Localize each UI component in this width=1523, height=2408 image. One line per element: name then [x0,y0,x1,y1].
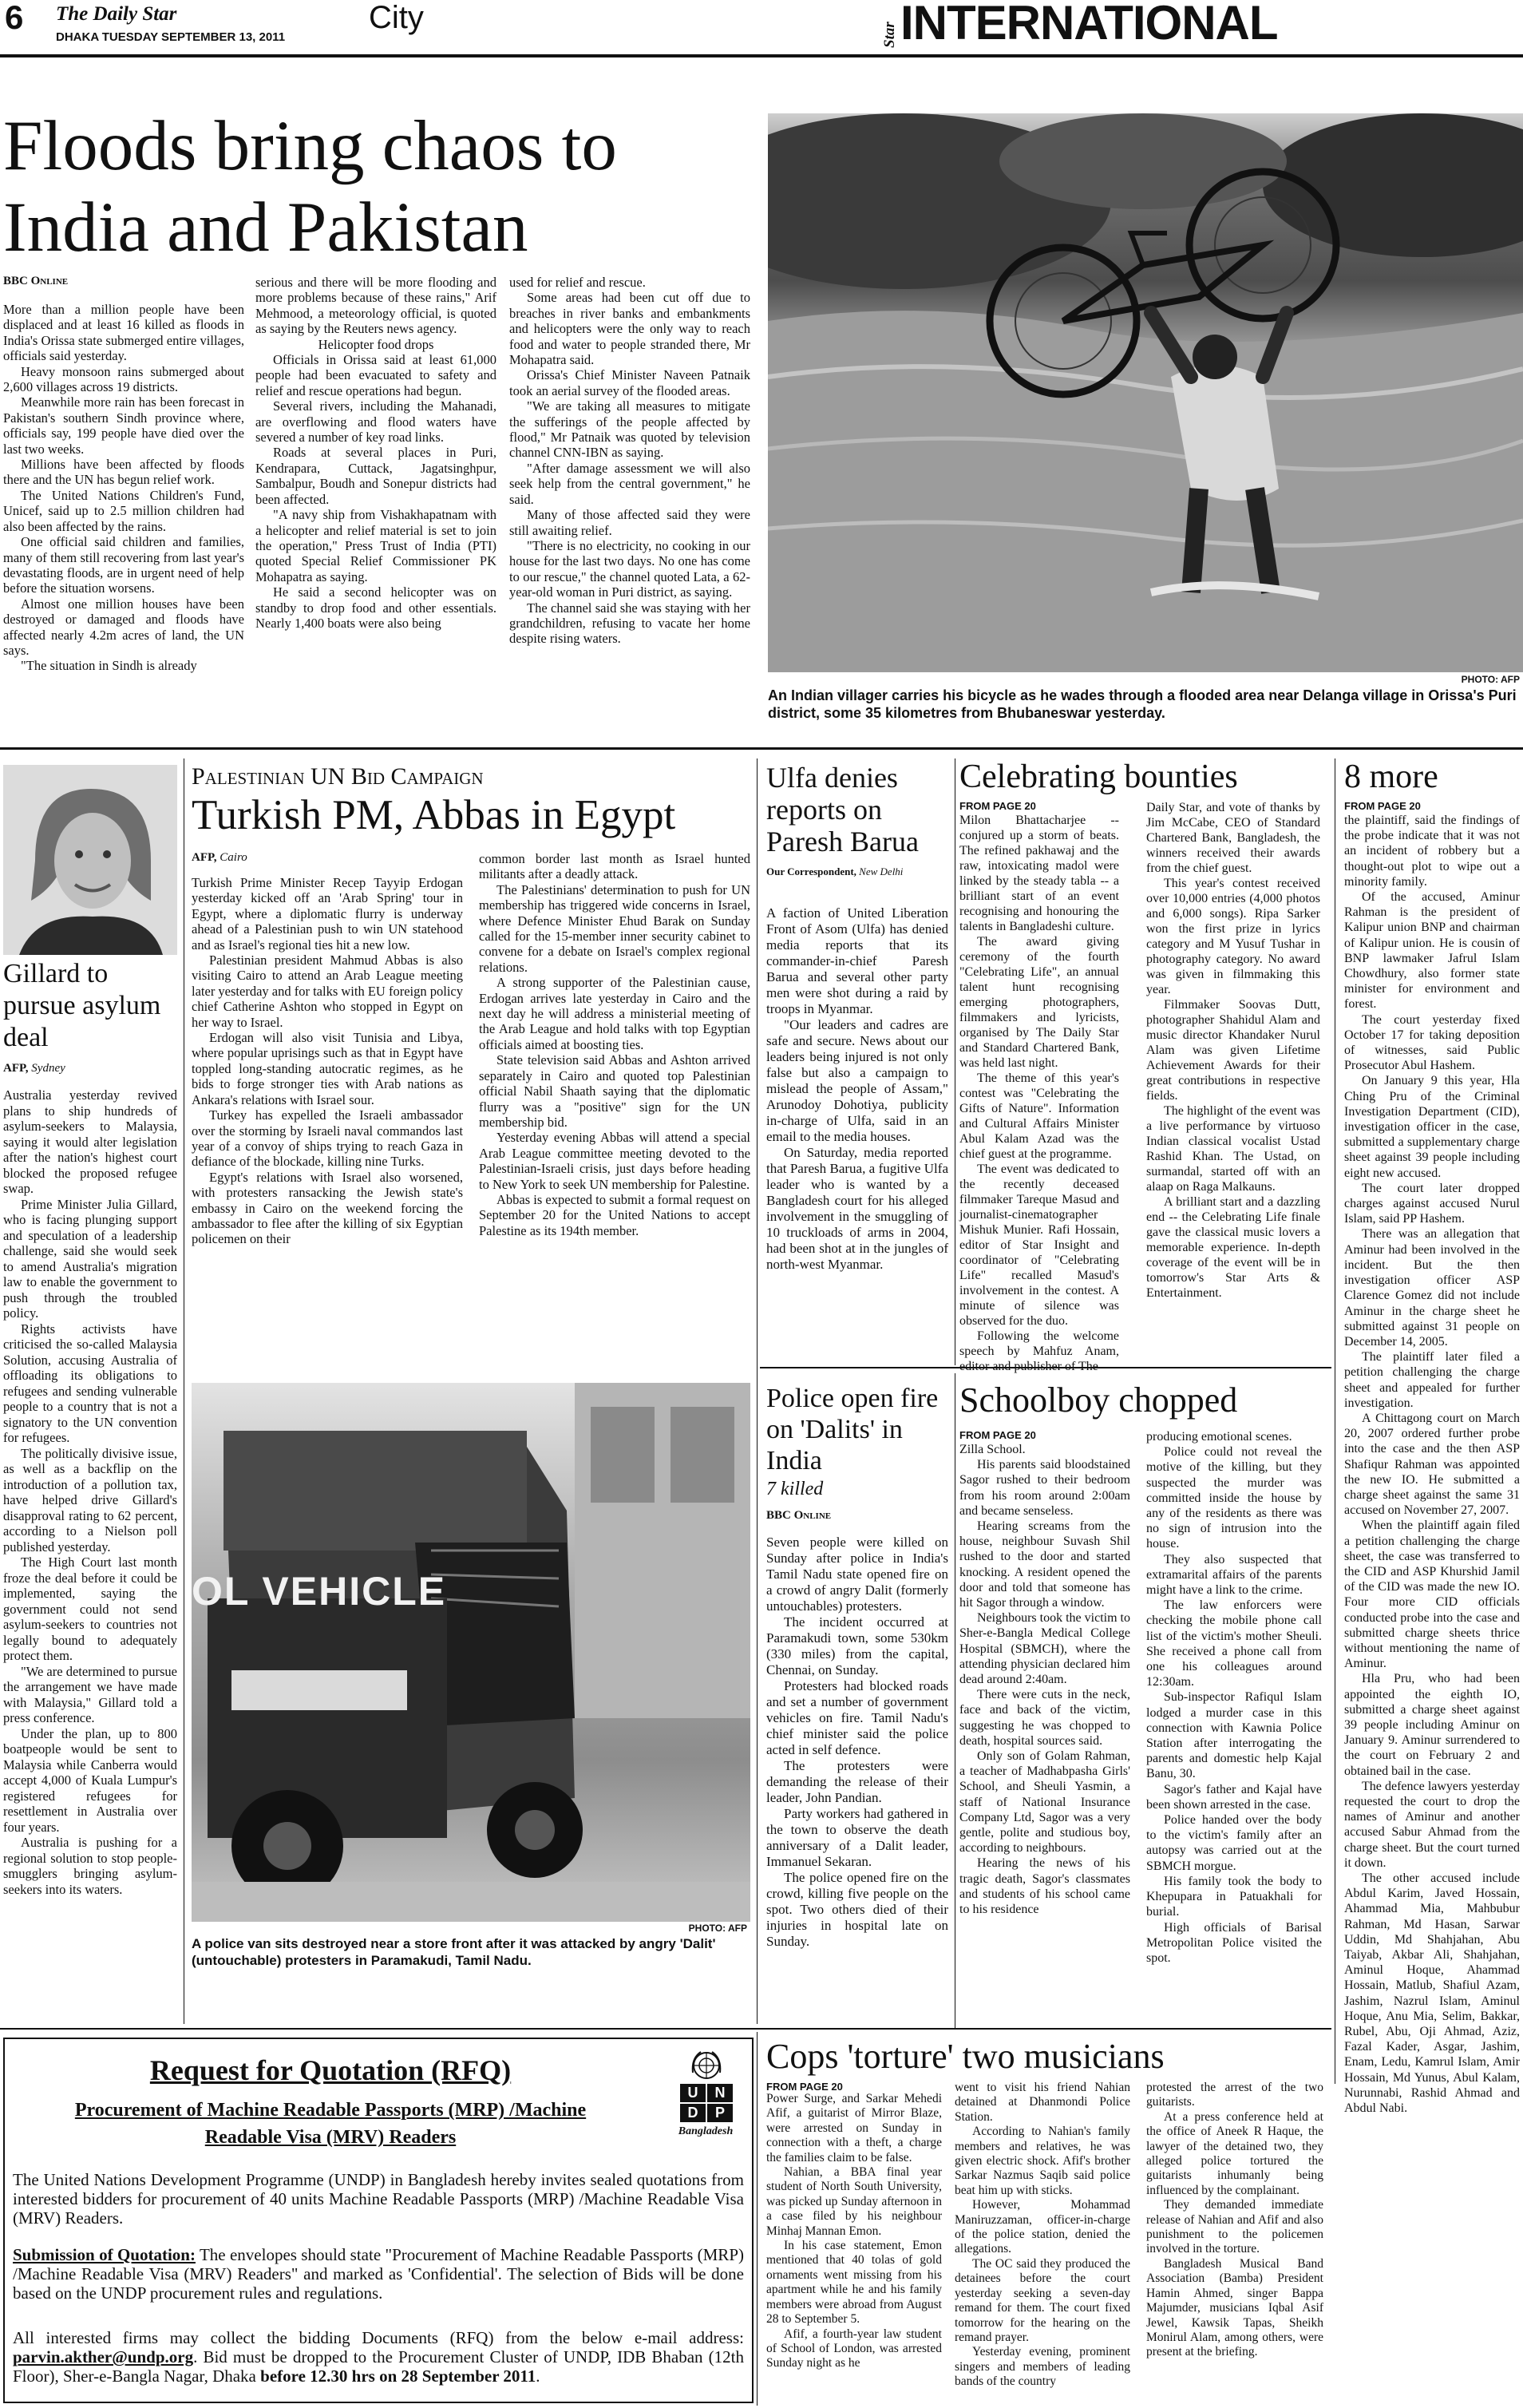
gillard-p2: Rights activists have criticised the so-called Malaysia Solution, accusing Australia of offloading its obligations to refugees and sending vulnerable people to a country that is not a signatory to the UN convention for refugees. [3,1321,177,1445]
cops-c1-p2: In his case statement, Emon mentioned that 40 tolas of gold ornaments went missing from his apartment while he and his family members were abroad from August 28 to September 5. [766,2239,942,2327]
section-left-label: City [369,0,424,35]
cops-c3-p3: Bangladesh Musical Band Association (Bamba) President Hamin Ahmed, singer Bappa Majumder, musicians Iqbal Asif Jewel, Kawsik Tapas, Sheikh Monirul Alam, among others, were present at the briefing. [1146,2256,1323,2359]
undp-letter-p: P [707,2104,733,2122]
floods-c1-p0: More than a million people have been displaced and at least 16 killed as floods in India's Orissa state submerged entire villages, officials said yesterday. [3,302,244,364]
rfq-para2-text: The envelopes should state "Procurement of Machine Readable Passports (MRP) /Machine Readable Visa (MRV) Readers" and marked as 'Confidential'. The selection of Bids will be done based on the UNDP procurement rules and regulations. [13,2245,744,2303]
turkish-c1-p4: Egypt's relations with Israel also worsened, with protesters ransacking the Jewish state's embassy in Cairo on the weekend forcing the ambassador to flee after the killing of six Egyptian policemen on their [192,1169,463,1247]
dalits-p0: Seven people were killed on Sunday after police in India's Tamil Nadu state opened fire on a crowd of angry Dalit (formerly untouchables) protesters. [766,1535,948,1614]
schoolboy-c1-p5: Only son of Golam Rahman, a teacher of Madhabpasha Girls' School, and Sheuli Yasmin, a staff of National Insurance Company Ltd, Sagor was a very gentle, polite and studious boy, according to neighbours. [959,1749,1130,1856]
van-vehicle-text: OL VEHICLE [192,1569,447,1614]
more8-p2: The court yesterday fixed October 17 for taking deposition of witnesses, said Public Prosecutor Abul Hashem. [1344,1012,1520,1073]
floods-c2-p6: He said a second helicopter was on standby to drop food and other essentials. Nearly 1,400 boats were also being [255,584,496,631]
undp-logo-boxes [680,2084,733,2122]
cops-c2-p4: Yesterday evening, prominent singers and members of leading bands of the country [955,2345,1130,2389]
schoolboy-from-page: FROM PAGE 20 [959,1429,1036,1441]
more8-p0: the plaintiff, said the findings of the probe indicate that it was not an incident of robbery but a thought-out plot to wipe out a minority family. [1344,814,1520,889]
un-emblem-icon [690,2049,723,2082]
cops-c2-p3: The OC said they produced the detainees before the court yesterday seeking a seven-day remand for them. The court fixed tomorrow for the hearing on the remand prayer. [955,2256,1130,2344]
floods-c1-p1: Heavy monsoon rains submerged about 2,600 villages across 19 districts. [3,363,244,395]
dalits-headline: Police open fire on 'Dalits' in India [766,1384,939,1475]
floods-subhead: Helicopter food drops [318,336,434,352]
col-rule-turkish [757,758,758,2024]
col-rule-ad [757,2032,758,2406]
floods-c2-p4: Roads at several places in Puri, Kendrapara, Cuttack, Jagatsinghpur, Sambalpur, Boudh and Sonepur districts had been affected. [255,445,496,507]
floods-headline-line1: Floods bring chaos to [3,107,617,185]
paper-name: The Daily Star [56,3,177,25]
section-divider-3 [0,2028,1331,2030]
rfq-para3 [13,2328,744,2386]
gillard-byline [3,1062,65,1075]
turkish-c2-p1: The Palestinians' determination to push for UN membership has triggered wide concerns in Israel, where Defence Minister Ehud Barak on Sunday called for the 15-member inner security cabinet to convene for a debate on Israel's complex regional relations. [479,881,750,975]
floods-c3-p4: "After damage assessment we will also seek help from the central government," he said. [509,460,750,507]
rfq-email-link[interactable]: parvin.akther@undp.org [13,2347,194,2366]
bounties-c1-p1: The award giving ceremony of the fourth "Celebrating Life", an annual talent hunt recognising emerging photographers, filmmakers and lyricists, organised by The Daily Star and Standard Chartered Bank, was held last night. [959,935,1119,1070]
cops-c1-p1: Nahian, a BBA final year student of North South University, was picked up Sunday afternoon in a case filed by his neighbour Minhaj Mannan Emon. [766,2165,942,2238]
cops-col1 [766,2092,942,2371]
floods-c3-p6: "There is no electricity, no cooking in our house for the last two days. No one has come to our rescue," the channel quoted Lata, a 62-year-old woman in Puri district, as saying. [509,537,750,600]
rfq-para3-b: . Bid must be dropped to the Procurement Cluster of UNDP, IDB Bhaban (12th Floor), Sher-e-Bangla Nagar, Dhaka [13,2347,744,2386]
flood-photo-credit: PHOTO: AFP [1461,674,1520,685]
floods-c3-p1: Some areas had been cut off due to breaches in river banks and embankments and helicopters were the only way to reach food and water to people stranded there, Mr Mohapatra said. [509,290,750,368]
schoolboy-c1-p3: Neighbours took the victim to Sher-e-Bangla Medical College Hospital (SBMCH), where the attending physician declared him dead around 2:40am. [959,1611,1130,1687]
turkish-byline-place: Cairo [220,851,247,864]
more8-p5: There was an allegation that Aminur had been involved in the incident. But the then investigation officer ASP Clarence Gomez did not include Aminur in the charge sheet he submitted against 31 people on December 14, 2005. [1344,1227,1520,1349]
bounties-c1-p3: The event was dedicated to the recently deceased filmmaker Tareque Masud and journalist-cinematographer Mishuk Munier. Rafi Hossain, editor of Star Insight and coordinator of "Celebrating Life" recalled Masud's involvement in the contest. A minute of silence was observed for the duo. [959,1162,1119,1328]
cops-c3-p1: At a press conference held at the office of Aneek R Haque, the lawyer of the detained two, they alleged police tortured the guitarists inhumanly being influenced by the complainant. [1146,2109,1323,2197]
turkish-c2-p2: A strong supporter of the Palestinian cause, Erdogan arrives late yesterday in Cairo and the next day he will address a ministerial meeting of the Arab League and hold talks with top Egyptian officials aimed at boosting ties. [479,975,750,1052]
schoolboy-c2-p8: High officials of Barisal Metropolitan Police visited the spot. [1146,1920,1322,1965]
cops-c2-p2: However, Mohammad Maniruzzaman, officer-in-charge of the police station, denied the allegations. [955,2198,1130,2256]
ulfa-byline-agency: Our Correspondent, [766,865,856,877]
rfq-subtitle-1: Procurement of Machine Readable Passports (MRP) /Machine [74,2100,587,2121]
schoolboy-c2-p4: Sub-inspector Rafiqul Islam lodged a murder case in this connection with Kawnia Police Station after interrogating the parents and domestic help Kajal Banu, 30. [1146,1690,1322,1781]
schoolboy-c2-p5: Sagor's father and Kajal have been shown arrested in the case. [1146,1782,1322,1812]
rfq-ad [3,2038,754,2403]
floods-c2-p3: Several rivers, including the Mahanadi, are overflowing and flood waters have severed a number of key road links. [255,398,496,446]
ulfa-byline-place: New Delhi [859,865,904,877]
dalits-body [766,1535,948,1950]
section-right-label: INTERNATIONAL [900,0,1278,50]
floods-c3-p7: The channel said she was staying with her grandchildren, refusing to vacate her home despite rising waters. [509,600,750,647]
more8-p9: Hla Pru, who had been appointed the eighth IO, submitted a charge sheet against 39 people including Aminur on January 9. Aminur surrendered to the court on February 2 and obtained bail in the case. [1344,1672,1520,1778]
flood-photo-caption: An Indian villager carries his bicycle as he wades through a flooded area near Delanga village in Orissa's Puri district, some 35 kilometres from Bhubaneswar yesterday. [768,687,1517,721]
undp-letter-d: D [680,2104,706,2122]
rfq-para2-label: Submission of Quotation: [13,2245,196,2264]
turkish-col1 [192,875,463,1247]
gillard-p3: The politically divisive issue, as well as a backflip on the introduction of a pollution tax, have helped drive Gillard's disapproval rating to 62 percent, according to a Nielson poll published yesterday. [3,1445,177,1555]
dalits-p4: Party workers had gathered in the town to observe the death anniversary of a Dalit leader, Immanuel Sekaran. [766,1806,948,1869]
dalits-subhead: 7 killed [766,1479,824,1499]
floods-headline [3,105,762,268]
bounties-c2-p1: This year's contest received over 10,000 entries (4,000 photos and 6,000 songs). Ripa Sarker won the first prize in lyrics category and M Yusuf Tushar in photography category. No award was given in filmmaking this year. [1146,877,1320,996]
dalits-p1: The incident occurred at Paramakudi town, some 530km (330 miles) from the capital, Chennai, on Sunday. [766,1614,948,1677]
turkish-kicker: Palestinian UN Bid Campaign [192,763,484,790]
page-number: 6 [5,0,24,36]
bounties-c1-p2: The theme of this year's contest was "Celebrating the Gifts of Nature". Information and Cultural Affairs Minister Abul Kalam Azad was the chief guest at the programme. [959,1071,1119,1161]
dalits-p2: Protesters had blocked roads and set a number of government vehicles on fire. Tamil Nadu's chief minister said the police acted in self defence. [766,1678,948,1757]
cops-from-page: FROM PAGE 20 [766,2081,843,2093]
bounties-c1-p4: Following the welcome speech by Mahfuz Anam, [959,1329,1119,1358]
cops-c3-p2: They demanded immediate release of Nahian and Afif and also punishment to the policemen involved in the torture. [1146,2198,1323,2256]
cops-c2-p0: went to visit his friend Nahian detained at Dhanmondi Police Station. [955,2081,1130,2124]
turkish-c2-p4: Yesterday evening Abbas will attend a special Arab League committee meeting devoted to the Palestinian-Israeli crisis, just days before heading to New York to seek UN membership for Palestine. [479,1130,750,1192]
ulfa-p1: "Our leaders and cadres are safe and secure. News about our leaders being injured is not only false but also a campaign to mislead the people of Assam," Arunodoy Dohotiya, publicity in-charge of Ulfa, said in an email to the media houses. [766,1017,948,1144]
schoolboy-c2-p3: The law enforcers were checking the mobile phone call list of the victim's mother Sheuli. She received a phone call from one his colleagues around 12:30am. [1146,1598,1322,1689]
gillard-p0: Australia yesterday revived plans to ship hundreds of asylum-seekers to Malaysia, saying it would alter legislation after the nation's highest court blocked the proposed refugee swap. [3,1087,177,1196]
floods-c3-p2: Orissa's Chief Minister Naveen Patnaik took an aerial survey of the flooded areas. [509,367,750,398]
floods-c2-p2: Officials in Orissa said at least 61,000 people had been evacuated to safety and relief and rescue operations had begun. [255,352,496,398]
turkish-c2-p5: Abbas is expected to submit a formal request on September 20 for the United Nations to accept Palestine as its 194th member. [479,1191,751,1238]
more8-body [1344,813,1520,2116]
more8-p11: The other accused include Abdul Karim, Javed Hossain, Ahammad Mia, Mahbubur Rahman, Md Hasan, Sarwar Uddin, Md Shahjahan, Abu Taiyab, Akbar Ali, Shahjahan, Aminul Hoque, Ahammad Hossain, Matlub, Shafiul Azam, Jashim, Nazrul Islam, Aminul Hoque, Anu Mia, Selim, Bakkar, Rubel, Abu, Oji Ahmad, Aziz, Fazal Kader, Asgar, Jashim, Enam, Ledu, Kamrul Islam, Amir Hossain, Md Yunus, Abul Kalam, Nurunnabi, Rashid Ahmad and Abdul Nabi. [1344,1871,1520,2116]
undp-country: Bangladesh [678,2125,734,2137]
turkish-c2-p0: common border last month as Israel hunted militants after a deadly attack. [479,851,750,882]
rfq-deadline: before 12.30 hrs on 28 September 2011 [260,2366,536,2386]
turkish-col2 [479,851,750,1238]
gillard-byline-agency: AFP, [3,1062,29,1075]
cops-col2 [955,2081,1130,2390]
floods-col2 [255,275,496,631]
schoolboy-headline: Schoolboy chopped [959,1380,1238,1420]
cops-col3 [1146,2081,1323,2360]
rfq-para1: The United Nations Development Programme (UNDP) in Bangladesh hereby invites sealed quotations from interested bidders for procurement of 40 units Machine Readable Passports (MRP) /Machine Readable Visa (MRV) Readers. [13,2170,744,2228]
more8-p3: On January 9 this year, Hla Ching Pru of the Criminal Investigation Department (CID), investigation officer in the case, submitted a supplementary charge sheet against 39 people including eight new accused. [1344,1074,1520,1180]
schoolboy-c2-p0: producing emotional scenes. [1146,1430,1292,1444]
floods-col3 [509,275,750,647]
bounties-col1 [959,813,1119,1374]
bounties-c2-p3: The highlight of the event was a live performance by virtuoso Indian classical vocalist Ustad Rashid Khan. The Ustad, on surmandal, started off with an alaap on Raga Malkauns. [1146,1104,1320,1194]
schoolboy-c1-p6: Hearing the news of his tragic death, Sagor's classmates and students of his school came to his residence [959,1856,1130,1917]
bounties-c2-p0: Daily Star, and vote of thanks by Jim McCabe, CEO of Standard Chartered Bank, Bangladesh, the winners received their awards from the chief guest. [1146,801,1320,875]
ulfa-byline [766,865,950,878]
bounties-col2 [1146,800,1320,1301]
more8-p4: The court later dropped charges against accused Nurul Islam, said PP Hashem. [1344,1181,1520,1226]
police-van-illustration [192,1383,750,1922]
section-divider-1 [0,747,1523,750]
section-divider-2 [760,1367,1331,1368]
masthead-rule [0,54,1523,57]
bounties-headline: Celebrating bounties [959,758,1238,795]
undp-letter-u: U [680,2084,706,2102]
undp-logo [672,2049,739,2137]
dalits-p5: The police opened fire on the crowd, killing five people on the spot. Two others died of their injuries in hospital late on Sunday. [766,1870,948,1949]
dateline: DHAKA TUESDAY SEPTEMBER 13, 2011 [56,30,286,44]
floods-c1-p3: Millions have been affected by floods there and the UN has begun relief work. [3,457,244,488]
ulfa-body [766,905,948,1273]
floods-byline: BBC Online [3,275,69,287]
more8-p7: A Chittagong court on March 20, 2007 ordered further probe into the case and the then ASP Shafiqur Rahman was appointed the new IO. He submitted a charge sheet against the same 31 accused on November 27, 2007. [1344,1411,1520,1518]
cops-c1-p0: Power Surge, and Sarkar Mehedi Afif, a guitarist of Mirror Blaze, were arrested on Sunday in connection with a theft, a charge the families claim to be false. [766,2092,942,2164]
bounties-c1-p0: Milon Bhattacharjee -- conjured up a storm of beats. The refined pakhawaj and the raw, intoxicating madol were linked by the steady tabla -- a brilliant start of an event recognising and honouring the talents in Bangladeshi culture. [959,814,1119,933]
van-photo-caption: A police van sits destroyed near a store front after it was attacked by angry 'Dalit' (untouchable) protesters in Paramakudi, Tamil Nadu. [192,1936,716,1968]
floods-c1-p4: The United Nations Children's Fund, Unicef, said up to 2.5 million children had also been affected by the rains. [3,487,244,534]
masthead [0,0,1523,54]
more8-from-page: FROM PAGE 20 [1344,800,1421,812]
turkish-c2-p3: State television said Abbas and Ashton arrived separately in Cairo and quoted top Palestinian official Nabil Shaath saying that the diplomatic flurry was a "positive" sign for the UN membership bid. [479,1052,750,1130]
undp-logo-text [680,2084,733,2122]
floods-c3-p0: used for relief and rescue. [509,275,646,290]
gillard-body [3,1087,177,1897]
bounties-c2-p2: Filmmaker Soovas Dutt, photographer Shahidul Alam and music director Khandaker Nurul Alam was given Lifetime Achievement Awards for their great contributions in respective fields. [1146,998,1320,1103]
cops-c2-p1: According to Nahian's family members and relatives, he was given electric shock. Afif's brother Sarkar Nazmus Saqib said police beat him up with sticks. [955,2125,1130,2197]
rfq-para2 [13,2245,744,2303]
floods-headline-line2: India and Pakistan [3,188,528,267]
floods-c1-p6: Almost one million houses have been destroyed or damaged and floods have affected nearly 4.2m acres of land, the UN says. [3,596,244,658]
turkish-byline-agency: AFP, [192,851,217,864]
turkish-byline [192,851,247,865]
gillard-byline-place: Sydney [31,1062,65,1075]
ulfa-headline: Ulfa denies reports on Paresh Barua [766,762,919,857]
bounties-from-page: FROM PAGE 20 [959,800,1036,812]
undp-letter-n: N [707,2084,733,2102]
turkish-c1-p0: Turkish Prime Minister Recep Tayyip Erdogan yesterday kicked off an 'Arab Spring' tour in Egypt, where a diplomatic flurry is underway ahead of a Palestinian push to win UN statehood and as Israel's regional ties hit a new low. [192,875,463,953]
more8-p6: The plaintiff later filed a petition challenging the charge sheet and appealed for further investigation. [1344,1350,1520,1410]
schoolboy-c2-p6: Police handed over the body to the victim's family after an autopsy was carried out at the SBMCH morgue. [1146,1813,1322,1873]
schoolboy-c1-p4: There were cuts in the neck, face and back of the victim, suggesting he was chopped to death, hospital sources said. [959,1688,1130,1748]
flood-photo-illustration [768,113,1523,672]
ulfa-p0: A faction of United Liberation Front of Asom (Ulfa) has denied media reports that its commander-in-chief Paresh Barua and several other party men were shot during a raid by troops in Myanmar. [766,905,948,1016]
more8-p10: The defence lawyers yesterday requested the court to drop the names of Aminur and another accused Sabur Ahmad from the charge sheet. But the court turned it down. [1344,1779,1520,1870]
gillard-p5: "We are determined to pursue the arrangement we have made with Malaysia," Gillard told a press conference. [3,1663,177,1725]
ulfa-p2: On Saturday, media reported that Paresh Barua, a fugitive Ulfa leader who is wanted by a Bangladesh court for his alleged involvement in the smuggling of 10 truckloads of arms in 2004, had been shot at in the jungles of north-west Myanmar. [766,1145,948,1272]
cops-c3-p0: protested the arrest of the two guitarists. [1146,2081,1323,2109]
floods-c2-p0: serious and there will be more flooding and more problems because of these rains," Arif Mehmood, a meteorology official, is quoted as saying by the Reuters news agency. [255,275,496,337]
flood-photo [768,113,1523,672]
van-photo-credit: PHOTO: AFP [688,1923,747,1934]
rfq-para3-end: . [536,2366,540,2386]
floods-col1 [3,302,244,674]
floods-c1-p2: Meanwhile more rain has been forecast in Pakistan's southern Sindh province where, officials say, 199 people have died over the last two weeks. [3,394,244,457]
more8-p8: When the plaintiff again filed a petition challenging the charge sheet, the case was transferred to the CID and ASP Khurshid Jamil of the CID was made the new IO. Four more CID officials conducted probe into the case and submitted charge sheets thrice without mentioning the name of Aminur. [1344,1519,1520,1671]
floods-c1-p7: "The situation in Sindh is already [21,658,197,674]
turkish-c1-p3: Turkey has expelled the Israeli ambassador over the storming by Israeli naval commandos last year of a convoy of ships trying to reach Gaza in defiance of the blockade, killing nine Turks. [192,1107,463,1170]
cops-headline: Cops 'torture' two musicians [766,2037,1165,2076]
schoolboy-c1-p1: His parents said bloodstained Sagor rushed to their bedroom from his room around 2:00am and became senseless. [959,1458,1130,1518]
schoolboy-col2 [1146,1429,1322,1966]
rfq-title: Request for Quotation (RFQ) [149,2054,512,2086]
gillard-p6: Under the plan, up to 800 boatpeople would be sent to Malaysia while Canberra would accept 4,000 of Kuala Lumpur's registered refugees for resettlement in Australia over four years. [3,1725,177,1835]
bounties-c2-p4: A brilliant start and a dazzling end -- the Celebrating Life finale gave the classical music lovers a memorable experience. In-depth coverage of the event will be in tomorrow's Star Arts & Entertainment. [1146,1195,1320,1300]
schoolboy-c1-p2: Hearing screams from the house, neighbour Suvash Shil rushed to the door and started knocking. A resident opened the door and told that someone has hit Sagor through a window. [959,1519,1130,1610]
turkish-c1-p1: Palestinian president Mahmud Abbas is also visiting Cairo to attend an Arab League meeting later yesterday and for talks with EU foreign policy chief Catherine Ashton who stopped in Egypt on her way to Israel. [192,953,463,1030]
star-logo: Star [881,22,898,48]
schoolboy-c2-p2: They also suspected that extramarital affairs of the parents might have a link to the crime. [1146,1552,1322,1598]
rfq-para3-a: All interested firms may collect the bidding Documents (RFQ) from the below e-mail address: [13,2328,744,2347]
floods-c3-p5: Many of those affected said they were still awaiting relief. [509,507,750,538]
dalits-byline: BBC Online [766,1509,832,1522]
turkish-c1-p2: Erdogan will also visit Tunisia and Libya, where popular uprisings such as that in Egypt have toppled long-standing autocratic regimes, as he bids to forge stronger ties with Arab nations as Ankara's relations with Israel sour. [192,1030,463,1107]
gillard-photo [3,765,177,955]
schoolboy-c2-p7: His family took the body to Khepupara in Patuakhali for burial. [1146,1874,1322,1919]
police-van-photo [192,1383,750,1922]
schoolboy-c2-p1: Police could not reveal the motive of the killing, but they suspected the murder was committed inside the house by any of the residents as there was no sign of intrusion into the house. [1146,1445,1322,1551]
more8-p1: Of the accused, Aminur Rahman is the president of Kalipur union BNP and chairman of Kalipur union. He is cousin of BNP lawmaker Jafrul Islam Chowdhury, also former state minister for environment and forest. [1344,890,1520,1012]
turkish-headline: Turkish PM, Abbas in Egypt [192,792,676,838]
gillard-headline: Gillard to pursue asylum deal [3,959,161,1052]
gillard-portrait [3,765,177,955]
gillard-p4: The High Court last month froze the deal before it could be implemented, saying the government could not send asylum-seekers to countries not legally bound to adequately protect them. [3,1555,177,1663]
gillard-p7: Australia is pushing for a regional solution to stop people-smugglers bringing asylum-seekers into its waters. [3,1835,177,1897]
schoolboy-col1 [959,1442,1130,1917]
floods-c1-p5: One official said children and families, many of them still recovering from last year's devastating floods, are in urgent need of help before the situation worsens. [3,534,244,596]
floods-c3-p3: "We are taking all measures to mitigate the sufferings of the people affected by flood," Mr Patnaik was quoted by television channel CNN-IBN as saying. [509,398,750,461]
more8-headline: 8 more [1344,758,1438,795]
schoolboy-c1-p0: Zilla School. [959,1443,1026,1456]
gillard-p1: Prime Minister Julia Gillard, who is facing plunging support and speculation of a leadership challenge, said she would seek to amend Australia's migration law to enable the government to push through the troubled policy. [3,1196,177,1321]
cops-c1-p3: Afif, a fourth-year law student of School of London, was arrested Sunday night as he [766,2327,942,2370]
dalits-p3: The protesters were demanding the release of their leader, John Pandian. [766,1758,948,1805]
floods-c2-p5: "A navy ship from Vishakhapatnam with a helicopter and relief material is set to join the operation," Press Trust of India (PTI) quoted Special Relief Commissioner PK Mohapatra as saying. [255,507,496,584]
rfq-subtitle-2: Readable Visa (MRV) Readers [204,2127,457,2148]
